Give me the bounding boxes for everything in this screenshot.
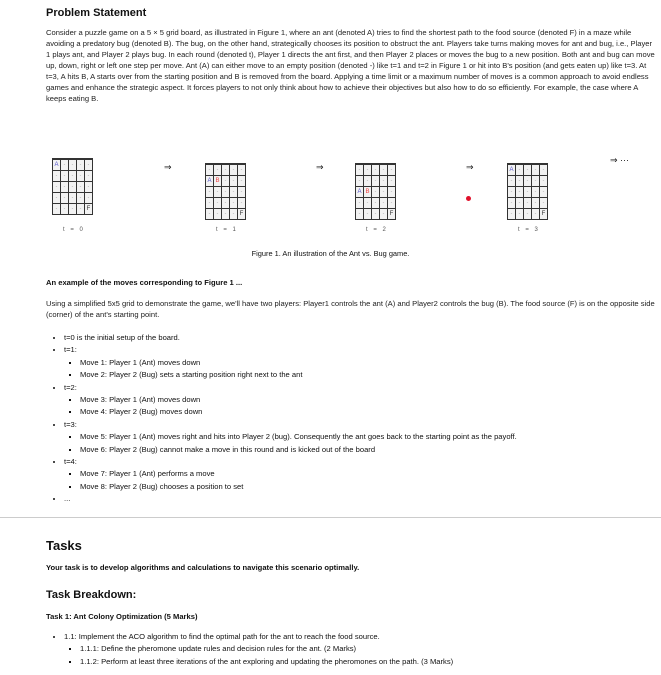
- board-cell: A: [53, 159, 61, 171]
- board-cell: -: [388, 198, 396, 209]
- board-cell: A: [206, 176, 214, 187]
- list-item: • 1.1: Implement the ACO algorithm to find the optimal path for the ant to reach the food source. ▪ 1.1.1: Define the pheromone update rules and decision rules for the ant. (2 Marks) ▪ 1.1.2: Perform at least three iterations of the ant exploring and updating the pheromones on the path. (3 Marks): [64, 631, 658, 668]
- board-cell: -: [380, 187, 388, 198]
- board-cell: B: [214, 176, 222, 187]
- board-cell: -: [69, 193, 77, 204]
- board-cell: -: [206, 187, 214, 198]
- task-breakdown-heading: Task Breakdown:: [46, 589, 137, 601]
- board-cell: -: [516, 209, 524, 220]
- board-cell: -: [230, 176, 238, 187]
- intro-paragraph: Consider a puzzle game on a 5 × 5 grid board, as illustrated in Figure 1, where an ant (denoted A) tries to find the shortest path to the food source (denoted F) in a maze while avoiding a predatory bug (denoted B). The bug, on the other hand, strategically chooses its position to obstruct the ant. Players take turns making moves for ant and bug, i.e., Player 1 plays ant, and Player 2 plays bug. In each round (denoted t), Player 1 directs the ant first, and then Player 2 places or moves the bug to a new position. Both ant and bug can move up, down, right or left one step per move. Ant (A) can either move to an empty position (denoted -) like t=1 and t=2 in Figure 1 or hit into B's position (and gets eaten up) like t=3. At t=3, A hits B, A starts over from the starting position and B is removed from the board. Applying a time limit or a maximum number of moves is a common approach to avoid endless games and enhance the strategic aspect. It forces players to not only think about how to achieve their objectives but also how to do so efficiently. For example, the case where A keeps eating B.: [46, 28, 655, 103]
- board-cell: A: [356, 187, 364, 198]
- board-cell: -: [508, 176, 516, 187]
- board-time-label: t = 0: [63, 227, 83, 233]
- board-cell: -: [388, 164, 396, 176]
- board-cell: -: [524, 164, 532, 176]
- board-cell: -: [77, 193, 85, 204]
- board-cell: -: [61, 159, 69, 171]
- board-cell: -: [214, 198, 222, 209]
- board-cell: -: [388, 187, 396, 198]
- list-item: • t=2: ▪ Move 3: Player 1 (Ant) moves down ▪ Move 4: Player 2 (Bug) moves down: [64, 382, 658, 419]
- list-item: ▪ Move 4: Player 2 (Bug) moves down: [80, 406, 658, 418]
- board-cell: -: [85, 193, 93, 204]
- board-cell: F: [238, 209, 246, 220]
- board-cell: -: [532, 209, 540, 220]
- board-cell: -: [230, 209, 238, 220]
- board-cell: A: [508, 164, 516, 176]
- board-cell: -: [524, 187, 532, 198]
- board-cell: -: [532, 187, 540, 198]
- list-item: • t=0 is the initial setup of the board.: [64, 332, 658, 344]
- list-item: ▪ Move 1: Player 1 (Ant) moves down: [80, 357, 658, 369]
- list-item: • t=3: ▪ Move 5: Player 1 (Ant) moves right and hits into Player 2 (bug). Consequently the ant goes back to the starting point as the payoff. ▪ Move 6: Player 2 (Bug) cannot make a move in this round and is kicked out of the board: [64, 419, 658, 456]
- board-cell: -: [214, 209, 222, 220]
- moves-list: [46, 332, 658, 506]
- board-cell: -: [53, 182, 61, 193]
- arrow-icon: ⇒: [316, 162, 324, 172]
- board-t1: [205, 163, 246, 220]
- board-time-label: t = 3: [518, 227, 538, 233]
- board-cell: F: [388, 209, 396, 220]
- board-cell: -: [61, 204, 69, 215]
- divider: [0, 517, 661, 518]
- list-item: • t=4: ▪ Move 7: Player 1 (Ant) performs a move ▪ Move 8: Player 2 (Bug) chooses a position to set: [64, 456, 658, 493]
- board-cell: -: [85, 171, 93, 182]
- task1-heading: Task 1: Ant Colony Optimization (5 Marks): [46, 612, 198, 621]
- board-cell: -: [540, 187, 548, 198]
- board-cell: -: [222, 187, 230, 198]
- board-cell: -: [69, 182, 77, 193]
- list-item: • t=1: ▪ Move 1: Player 1 (Ant) moves down ▪ Move 2: Player 2 (Bug) sets a starting position right next to the ant: [64, 344, 658, 381]
- board-cell: -: [380, 176, 388, 187]
- board-cell: -: [69, 204, 77, 215]
- list-item: ▪ 1.1.2: Perform at least three iterations of the ant exploring and updating the pheromones on the path. (3 Marks): [80, 656, 658, 668]
- board-cell: -: [516, 176, 524, 187]
- board-cell: -: [524, 209, 532, 220]
- board-cell: -: [77, 159, 85, 171]
- board-cell: -: [516, 198, 524, 209]
- arrow-icon: ⇒: [164, 162, 172, 172]
- board-cell: -: [61, 182, 69, 193]
- board-cell: -: [230, 164, 238, 176]
- board-cell: -: [372, 176, 380, 187]
- board-cell: -: [222, 164, 230, 176]
- board-cell: -: [380, 209, 388, 220]
- board-cell: -: [222, 198, 230, 209]
- board-cell: -: [214, 164, 222, 176]
- board-cell: -: [516, 187, 524, 198]
- board-cell: F: [85, 204, 93, 215]
- board-cell: -: [380, 198, 388, 209]
- board-cell: -: [222, 209, 230, 220]
- board-cell: -: [77, 182, 85, 193]
- board-cell: -: [364, 176, 372, 187]
- board-cell: -: [77, 204, 85, 215]
- board-cell: -: [356, 198, 364, 209]
- red-dot: [466, 196, 471, 201]
- board-cell: -: [206, 209, 214, 220]
- board-cell: -: [230, 198, 238, 209]
- board-cell: -: [206, 198, 214, 209]
- task1-list: [46, 631, 658, 668]
- board-cell: -: [61, 193, 69, 204]
- board-cell: -: [516, 164, 524, 176]
- board-cell: -: [524, 176, 532, 187]
- board-cell: -: [356, 209, 364, 220]
- board-cell: -: [508, 198, 516, 209]
- board-cell: -: [69, 171, 77, 182]
- board-cell: -: [540, 164, 548, 176]
- board-cell: -: [532, 164, 540, 176]
- board-time-label: t = 1: [216, 227, 236, 233]
- board-cell: -: [85, 182, 93, 193]
- list-item: ▪ Move 6: Player 2 (Bug) cannot make a move in this round and is kicked out of the board: [80, 444, 658, 456]
- continuation-arrow: ⇒ ···: [610, 155, 630, 165]
- board-cell: -: [540, 176, 548, 187]
- board-cell: -: [540, 198, 548, 209]
- board-cell: -: [364, 198, 372, 209]
- list-item: ▪ 1.1.1: Define the pheromone update rules and decision rules for the ant. (2 Marks): [80, 643, 658, 655]
- board-t0: [52, 158, 93, 215]
- board-t3: [507, 163, 548, 220]
- board-cell: -: [364, 209, 372, 220]
- board-cell: -: [524, 198, 532, 209]
- example-paragraph: Using a simplified 5x5 grid to demonstrate the game, we'll have two players: Player1 controls the ant (A) and Player2 controls the bug (B). The food source (F) is on the opposite side (corner) of the ant's starting point.: [46, 299, 655, 319]
- board-cell: -: [356, 164, 364, 176]
- board-cell: -: [69, 159, 77, 171]
- tasks-text: Your task is to develop algorithms and calculations to navigate this scenario optimally.: [46, 563, 360, 572]
- board-cell: -: [372, 187, 380, 198]
- list-item: ▪ Move 8: Player 2 (Bug) chooses a position to set: [80, 481, 658, 493]
- board-cell: -: [238, 187, 246, 198]
- board-time-label: t = 2: [366, 227, 386, 233]
- board-cell: -: [532, 198, 540, 209]
- board-cell: -: [230, 187, 238, 198]
- board-cell: -: [53, 171, 61, 182]
- board-cell: -: [238, 176, 246, 187]
- arrow-icon: ⇒: [466, 162, 474, 172]
- board-cell: -: [508, 209, 516, 220]
- board-cell: -: [61, 171, 69, 182]
- board-cell: -: [372, 209, 380, 220]
- board-cell: -: [206, 164, 214, 176]
- board-t2: [355, 163, 396, 220]
- board-cell: -: [372, 164, 380, 176]
- board-cell: -: [222, 176, 230, 187]
- board-cell: -: [53, 204, 61, 215]
- board-cell: -: [77, 171, 85, 182]
- board-cell: -: [85, 159, 93, 171]
- example-heading: An example of the moves corresponding to Figure 1 ...: [46, 278, 243, 287]
- figure-caption: Figure 1. An illustration of the Ant vs. Bug game.: [251, 249, 410, 258]
- board-cell: -: [372, 198, 380, 209]
- board-cell: -: [364, 164, 372, 176]
- board-cell: -: [214, 187, 222, 198]
- list-item: ▪ Move 2: Player 2 (Bug) sets a starting position right next to the ant: [80, 369, 658, 381]
- board-cell: F: [540, 209, 548, 220]
- list-item: ▪ Move 3: Player 1 (Ant) moves down: [80, 394, 658, 406]
- tasks-heading: Tasks: [46, 538, 82, 553]
- problem-statement-heading: Problem Statement: [46, 7, 147, 19]
- board-cell: -: [356, 176, 364, 187]
- list-item: ▪ Move 5: Player 1 (Ant) moves right and hits into Player 2 (bug). Consequently the ant goes back to the starting point as the payoff.: [80, 431, 658, 443]
- board-cell: -: [238, 198, 246, 209]
- board-cell: -: [238, 164, 246, 176]
- board-cell: -: [53, 193, 61, 204]
- list-item: ▪ Move 7: Player 1 (Ant) performs a move: [80, 468, 658, 480]
- board-cell: -: [388, 176, 396, 187]
- board-cell: -: [380, 164, 388, 176]
- board-cell: -: [532, 176, 540, 187]
- list-item: • ...: [64, 493, 658, 505]
- board-cell: -: [508, 187, 516, 198]
- board-cell: B: [364, 187, 372, 198]
